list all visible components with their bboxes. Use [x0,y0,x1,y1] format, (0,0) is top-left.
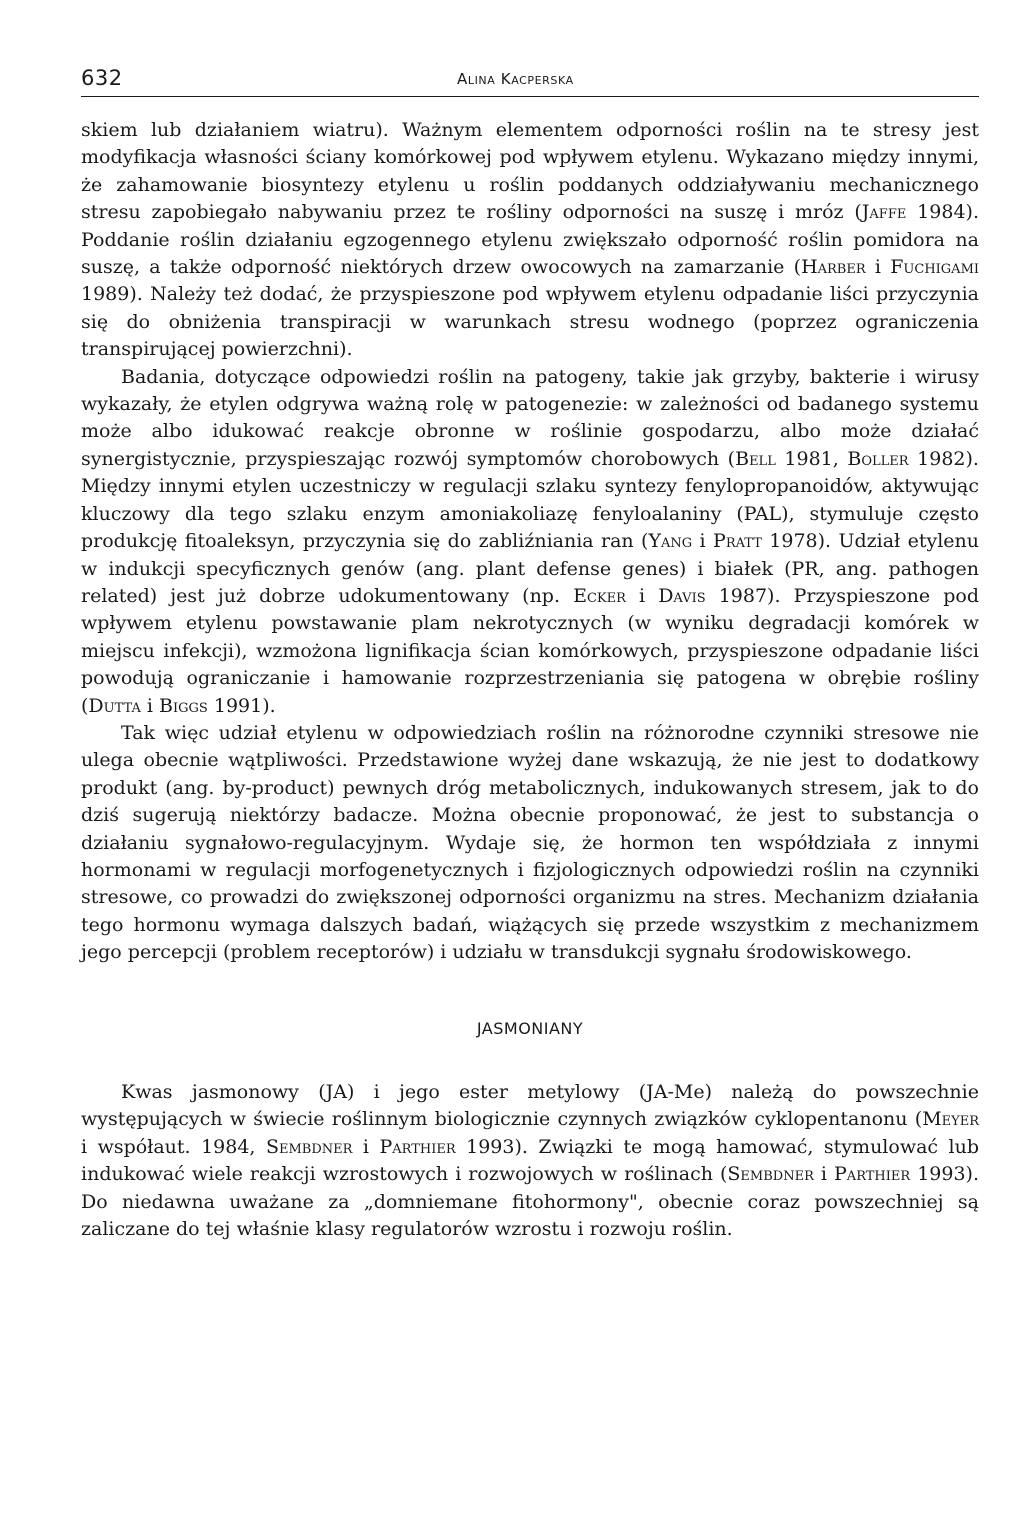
text-run: i [692,530,714,553]
citation-author: Davis [658,584,706,607]
citation-author: Boller [847,447,909,470]
page [81,60,979,1243]
text-run: 1993). Do niedawna uważane za „domniemane fitohormony", obecnie coraz powszechniej są zaliczane do tej właśnie klasy regulatorów wzrostu i rozwoju roślin. [81,1163,980,1241]
citation-author: Yang [648,530,693,553]
text-run: 1991). [207,694,276,717]
section-heading: JASMONIANY [476,1018,584,1038]
citation-author: Sembdner [265,1135,353,1158]
citation-author: Meyer [922,1108,979,1131]
text-run: 1987). Przyspieszone pod wpływem etylenu powstawanie plam nekrotycznych (w wyniku degradacji komórek w miejscu infekcji), wzmożona lignifikacja ścian komórkowych, przyspieszone odpadanie liści powodują ograniczanie i hamowanie rozprzestrzeniania się patogena w obrębie rośliny ( [81,584,979,717]
running-head [81,60,979,97]
citation-author: Biggs [159,694,208,717]
page-number: 632 [81,66,123,90]
citation-author: Sembdner [727,1163,814,1186]
text-run: Badania, dotyczące odpowiedzi roślin na patogeny, takie jak grzyby, bakterie i wirusy wykazały, że etylen odgrywa ważną rolę w patogenezie: w zależności od badanego systemu może albo idukować reakcje obronne w roślinie gospodarzu, albo może działać synergistycznie, przyspieszając rozwój symptomów chorobowych ( [81,365,979,470]
citation-author: Ecker [573,584,626,607]
text-run: i [140,694,160,717]
paragraph [81,117,979,364]
text-run: Tak więc udział etylenu w odpowiedziach roślin na różnorodne czynniki stresowe nie ulega obecnie wątpliwości. Przedstawione wyżej dane wskazują, że nie jest to dodatkowy produkt (ang. by-product) pewnych dróg metabolicznych, indukowanych stresem, jak to do dziś sugerują niektórzy badacze. Można obecnie proponować, że jest to substancja o działaniu sygnałowo-regulacyjnym. Wydaje się, że hormon ten współdziała z innymi hormonami w regulacji morfogenetycznych i fizjologicznych odpowiedzi roślin na czynniki stresowe, co prowadzi do zwiększonej odporności organizmu na stres. Mechanizm działania tego hormonu wymaga dalszych badań, wiążących się przede wszystkim z mechanizmem jego percepcji (problem receptorów) i udziału w transdukcji sygnału środowiskowego. [81,721,979,964]
paragraph [81,364,979,720]
paragraph [81,1079,979,1243]
text-run: i [352,1135,380,1158]
text-run: 1989). Należy też dodać, że przyspieszone pod wpływem etylenu odpadanie liści przyczynia się do obniżenia transpiracji w warunkach stresu wodnego (poprzez ograniczenia transpirującej powierzchni). [81,283,979,361]
citation-author: Parthier [834,1163,911,1186]
citation-author: Bell [735,447,776,470]
citation-author: Pratt [713,530,762,553]
citation-author: Parthier [379,1135,456,1158]
text-run: 1984). Poddanie roślin działaniu egzogennego etylenu zwiększało odporność roślin pomidora na suszę, a także odporność niektórych drzew owocowych na zamarzanie ( [81,201,979,279]
text-run: 1993). Związki te mogą hamować, stymulować lub indukować wiele reakcji wzrostowych i rozwojowych w roślinach ( [81,1135,980,1186]
text-run: skiem lub działaniem wiatru). Ważnym elementem odporności roślin na te stresy jest modyfikacja własności ściany komórkowej pod wpływem etylenu. Wykazano między innymi, że zahamowanie biosyntezy etylenu u roślin poddanych oddziaływaniu mechanicznego stresu zapobiegało nabywaniu przez te rośliny odporności na suszę i mróz ( [81,119,979,224]
text-run: 1978). Udział etylenu w indukcji specyficznych genów (ang. plant defense genes) i białek (PR, ang. pathogen related) jest już dobrze udokumentowany (np. [81,530,980,607]
citation-author: Dutta [88,694,141,717]
running-head-author: Alina Kacperska [457,70,574,88]
text-run: 1982). Między innymi etylen uczestniczy w regulacji szlaku syntezy fenylopropanoidów, aktywując kluczowy dla tego szlaku enzym amoniakoliazę fenyloalaniny (PAL), stymuluje często produkcję fitoaleksyn, przyczynia się do zabliźniania ran ( [81,447,979,553]
body-text [81,117,979,1243]
text-run: 1981, [775,447,848,470]
text-run: i [813,1163,835,1186]
text-run: i współaut. 1984, [81,1135,266,1158]
citation-author: Fuchigami [890,256,980,279]
paragraph [81,720,979,967]
citation-author: Jaffe [861,201,907,224]
text-run: i [865,256,891,279]
text-run: Kwas jasmonowy (JA) i jego ester metylowy (JA-Me) należą do powszechnie występujących w świecie roślinnym biologicznie czynnych związków cyklopentanonu ( [81,1081,979,1131]
citation-author: Harber [801,256,866,279]
text-run: i [625,584,659,607]
